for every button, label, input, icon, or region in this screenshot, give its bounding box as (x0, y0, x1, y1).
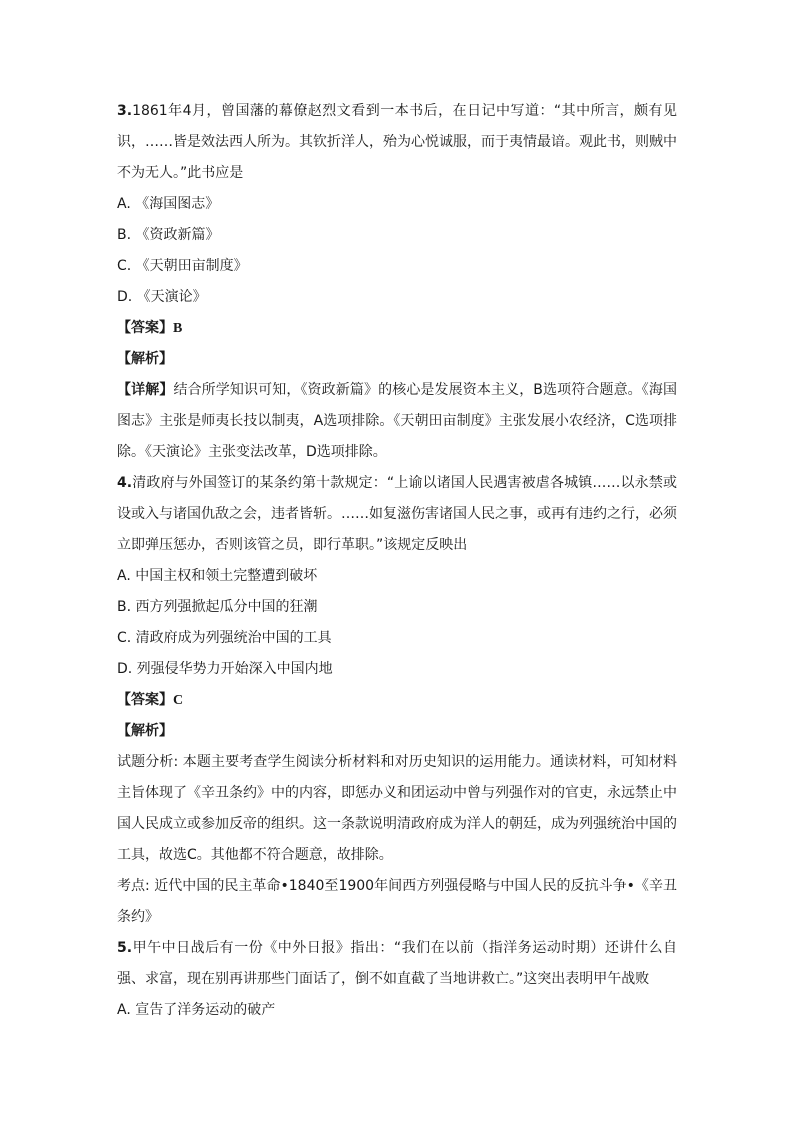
question-number: 5. (117, 940, 133, 956)
document-page (117, 96, 677, 1026)
question-3-option-d: D. 《天演论》 (117, 289, 207, 305)
question-4-option-d: D. 列强侵华势力开始深入中国内地 (117, 661, 333, 677)
question-4-stem (117, 468, 677, 561)
question-4-option-b: B. 西方列强掀起瓜分中国的狂潮 (117, 599, 318, 615)
detail-label: 【详解】 (117, 382, 174, 398)
question-4-kaodian: 考点: 近代中国的民主革命•1840至1900年间西方列强侵略与中国人民的反抗斗争•《辛丑条约》 (117, 878, 677, 925)
question-4-analysis-label (117, 716, 677, 747)
answer-value: B (173, 321, 183, 336)
question-3-analysis-label (117, 344, 677, 375)
question-4-option-a: A. 中国主权和领土完整遭到破坏 (117, 568, 318, 584)
question-3-answer (117, 313, 677, 344)
question-3-stem (117, 96, 677, 189)
question-text: 甲午中日战后有一份《中外日报》指出：“我们在以前（指洋务运动时期）还讲什么自强、求富，现在别再讲那些门面话了，倒不如直截了当地讲救亡。”这突出表明甲午战败 (117, 940, 677, 987)
analysis-label: 【解析】 (117, 351, 173, 367)
detail-text: 结合所学知识可知，《资政新篇》的核心是发展资本主义，B选项符合题意。《海国图志》主张是师夷长技以制夷，A选项排除。《天朝田亩制度》主张发展小农经济，C选项排除。《天演论》主张变法改革，D选项排除。 (117, 382, 678, 460)
question-5-option-a: A. 宣告了洋务运动的破产 (117, 1002, 276, 1018)
question-4-answer (117, 685, 677, 716)
question-3-option-c: C. 《天朝田亩制度》 (117, 258, 248, 274)
question-3-detail (117, 375, 677, 468)
question-5-stem (117, 933, 677, 995)
question-4-analysis: 试题分析: 本题主要考查学生阅读分析材料和对历史知识的运用能力。通读材料，可知材料主旨体现了《辛丑条约》中的内容，即惩办义和团运动中曾与列强作对的官吏，永远禁止中国人民成立或参加反帝的组织。这一条款说明清政府成为洋人的朝廷，成为列强统治中国的工具，故选C。其他都不符合题意，故排除。 (117, 754, 677, 863)
answer-value: C (173, 693, 184, 708)
answer-label: 【答案】 (117, 320, 173, 336)
question-text: 清政府与外国签订的某条约第十款规定：“上谕以诸国人民遇害被虐各城镇……以永禁或设或入与诸国仇敌之会，违者皆斩。……如复滋伤害诸国人民之事，或再有违约之行，必须立即弹压惩办，否则该管之员，即行革职。”该规定反映出 (117, 475, 677, 553)
question-number: 4. (117, 475, 133, 491)
question-3-option-b: B. 《资政新篇》 (117, 227, 220, 243)
analysis-label: 【解析】 (117, 723, 173, 739)
question-3-option-a: A. 《海国图志》 (117, 196, 220, 212)
question-text: 1861年4月，曾国藩的幕僚赵烈文看到一本书后，在日记中写道：“其中所言，颇有见识，……皆是效法西人所为。其钦折洋人，殆为心悦诚服，而于夷情最谙。观此书，则贼中不为无人。”此书应是 (117, 103, 677, 181)
answer-label: 【答案】 (117, 692, 173, 708)
question-4-option-c: C. 清政府成为列强统治中国的工具 (117, 630, 332, 646)
question-number: 3. (117, 103, 133, 119)
